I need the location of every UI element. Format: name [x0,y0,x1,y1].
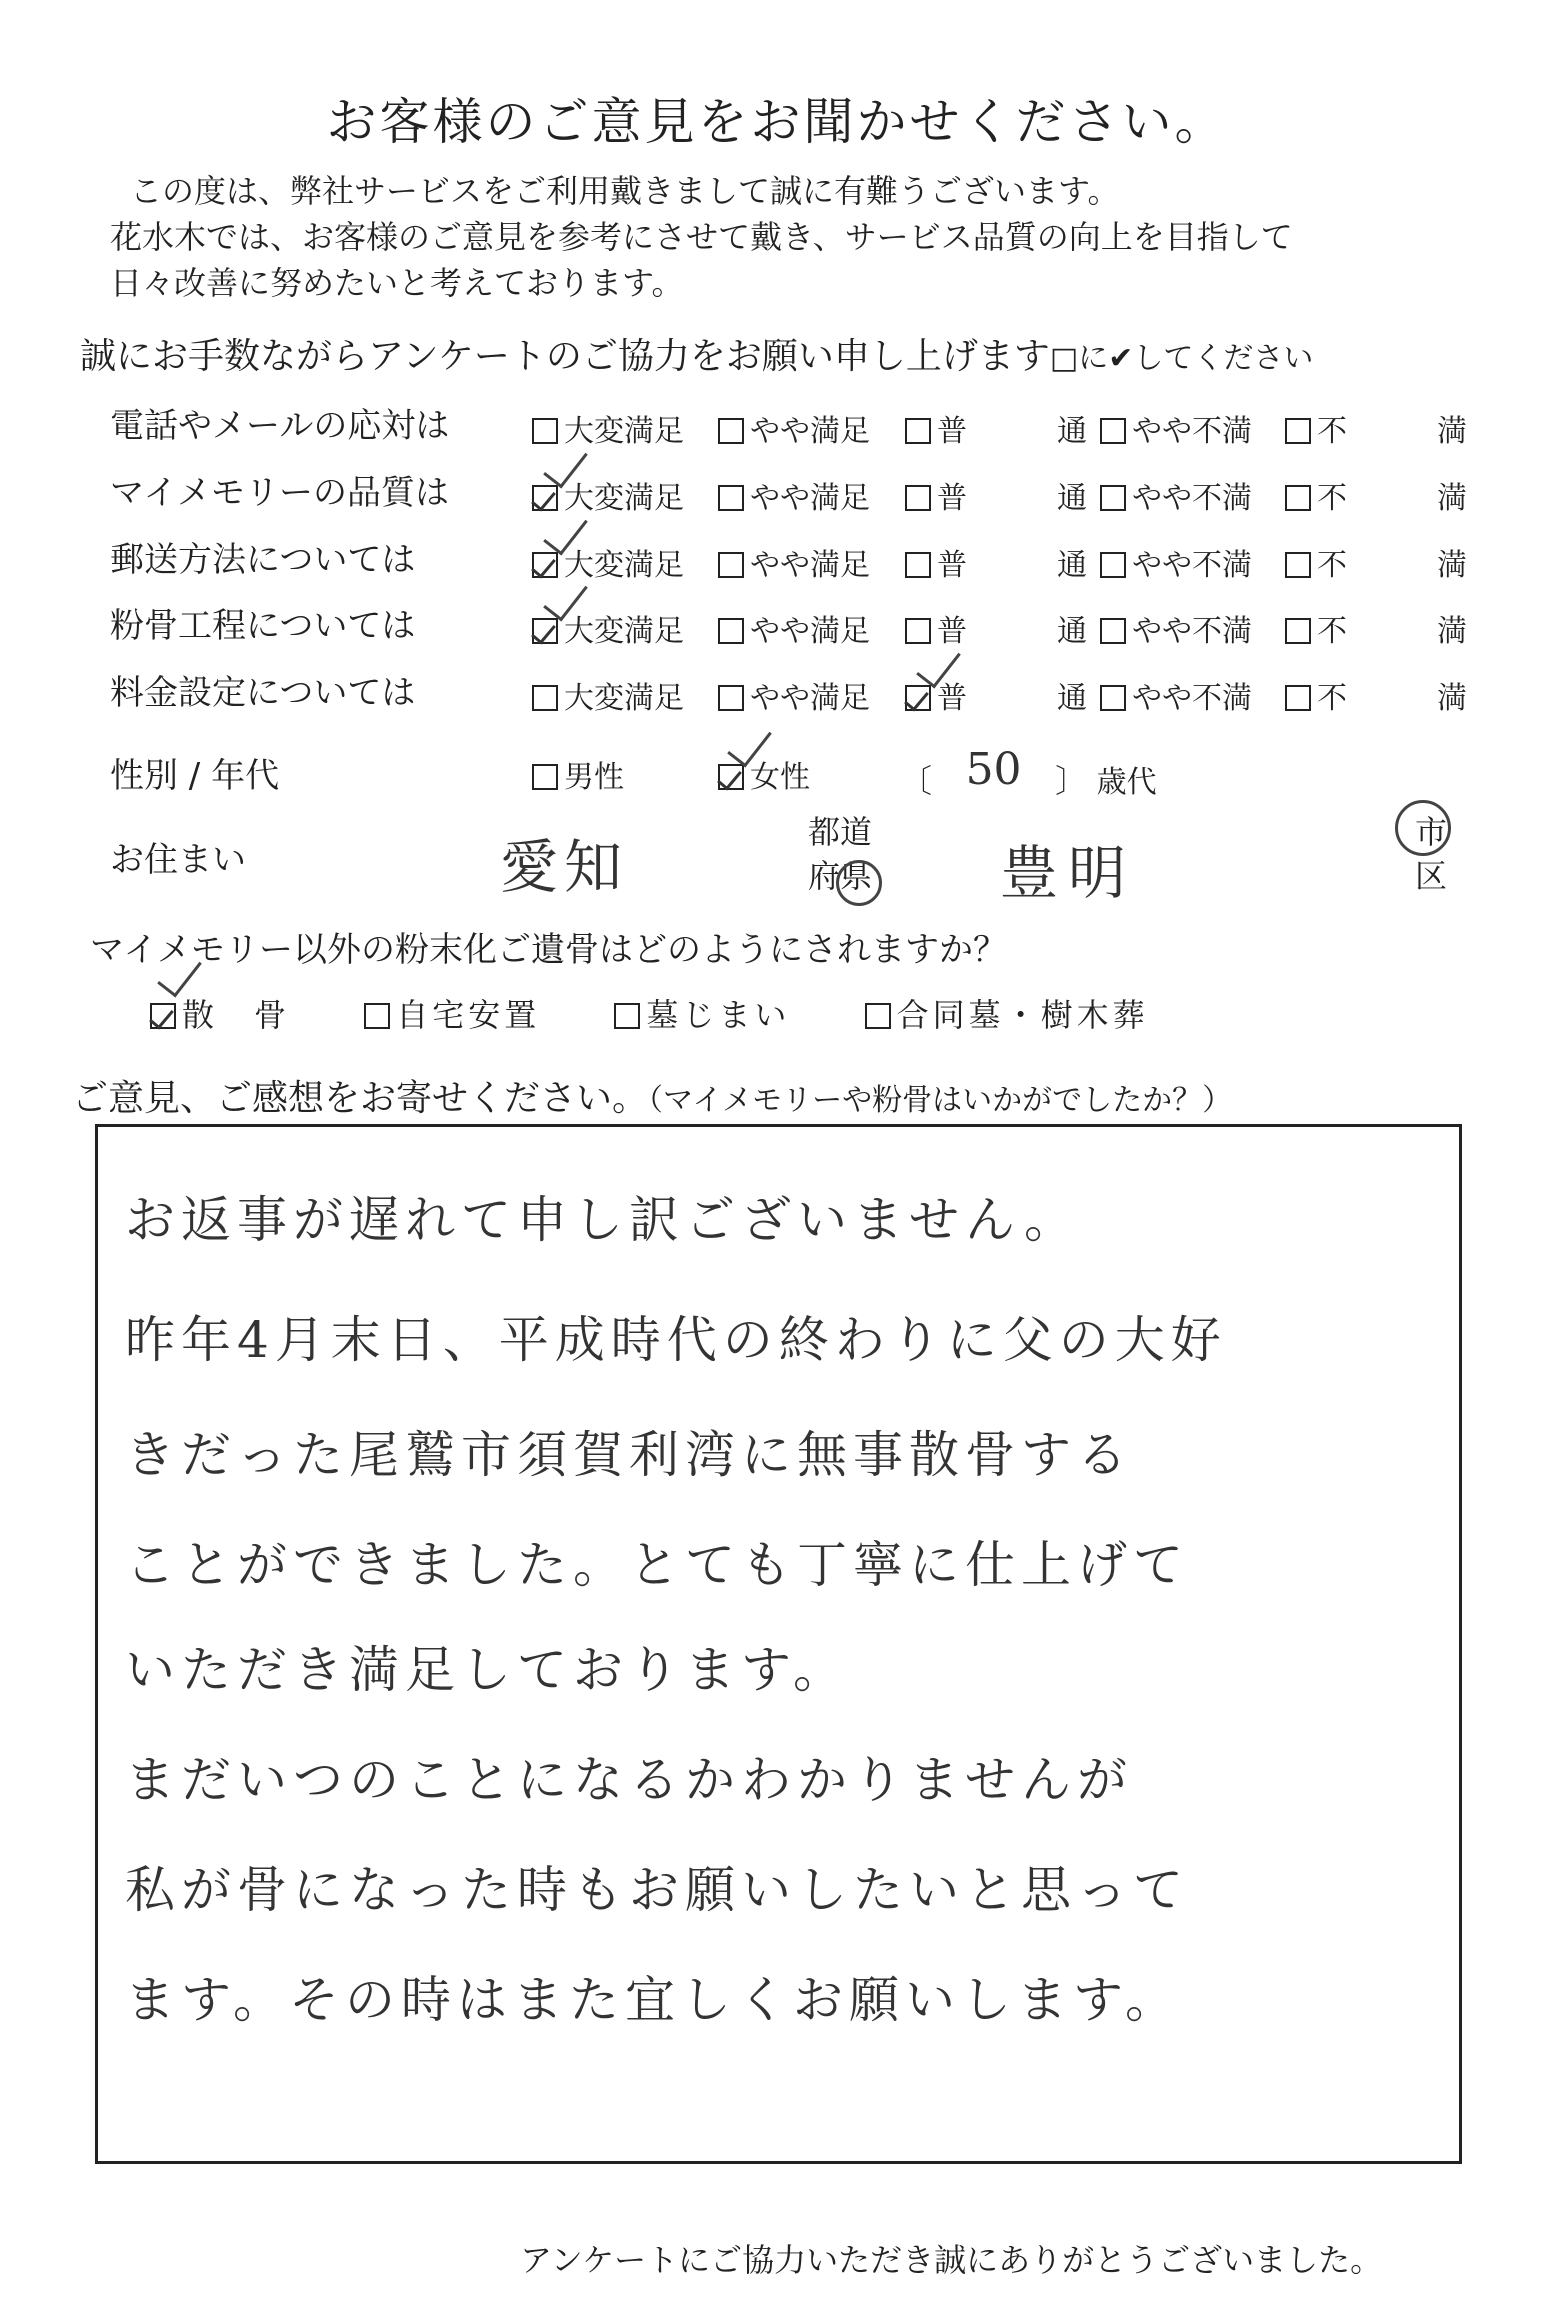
remains-scatter-checkbox[interactable] [150,1003,176,1029]
rating-checkbox[interactable] [905,485,931,511]
rating-option-label: やや不満 [1132,414,1252,449]
age-suffix: 歳代 [1096,765,1157,800]
city-label-bottom: 区 [1415,857,1448,895]
rating-option-label: 不 満 [1317,481,1467,516]
rating-checkbox[interactable] [718,418,744,444]
gender-female-label: 女性 [750,760,810,795]
gender-female-checkbox[interactable] [718,764,744,790]
city-circle-mark [1395,800,1451,856]
rating-checkbox[interactable] [1285,552,1311,578]
remains-communal-checkbox[interactable] [865,1003,891,1029]
rating-option[interactable] [1100,540,1252,584]
survey-request-text: 誠にお手数ながらアンケートのご協力をお願い申し上げます [80,336,1050,377]
rating-checkbox[interactable] [1100,552,1126,578]
comment-line: お返事が遅れて申し訳ございません。 [125,1191,1080,1249]
rating-checkbox[interactable] [1100,485,1126,511]
rating-option-label: やや不満 [1132,548,1252,583]
remains-grave-closing-label: 墓じまい [646,996,791,1034]
rating-option[interactable] [1100,606,1252,650]
remains-grave-closing-checkbox[interactable] [614,1003,640,1029]
intro-line-3: 日々改善に努めたいと考えております。 [110,264,684,302]
rating-option[interactable] [1285,606,1467,650]
question-label: 料金設定については [110,673,416,713]
rating-option-label: 大変満足 [564,481,684,516]
gender-male-label: 男性 [564,760,624,795]
rating-option-label: やや不満 [1132,481,1252,516]
rating-option[interactable] [532,406,684,450]
rating-checkbox[interactable] [1100,618,1126,644]
rating-option-label: 普 通 [937,414,1087,449]
remains-question: マイメモリー以外の粉末化ご遺骨はどのようにされますか？ [90,930,1007,970]
rating-option-label: やや不満 [1132,614,1252,649]
comment-line: いただき満足しております。 [125,1641,849,1699]
rating-checkbox[interactable] [532,418,558,444]
rating-option[interactable] [1285,406,1467,450]
rating-checkbox[interactable] [1100,418,1126,444]
rating-option[interactable] [1285,473,1467,517]
remains-home-label: 自宅安置 [396,996,541,1034]
prefecture-circle-mark [836,860,882,906]
rating-checkbox[interactable] [718,618,744,644]
rating-option[interactable] [905,606,1087,650]
rating-option-label: 大変満足 [564,414,684,449]
rating-option[interactable] [905,540,1087,584]
rating-checkbox[interactable] [718,552,744,578]
comment-heading-text: ご意見、ご感想をお寄せください。 [72,1078,649,1119]
age-field[interactable] [900,744,1157,803]
city-label-top: 市 [1415,813,1448,851]
rating-option[interactable] [718,673,870,717]
rating-option[interactable] [1285,673,1467,717]
rating-option-label: 不 満 [1317,681,1467,716]
rating-option-label: 大変満足 [564,614,684,649]
remains-option-home[interactable] [364,996,540,1034]
comment-line: ます。その時はまた宜しくお願いします。 [125,1971,1181,2029]
rating-option-label: 普 通 [937,614,1087,649]
rating-option[interactable] [1285,540,1467,584]
pref-label-top: 都道 [808,813,873,851]
remains-scatter-label: 散 骨 [182,996,291,1034]
comment-heading [72,1070,1232,1121]
question-label: 電話やメールの応対は [110,406,450,446]
prefecture-value[interactable]: 愛知 [500,833,629,901]
rating-checkbox[interactable] [532,685,558,711]
rating-option[interactable] [1100,673,1252,717]
rating-option[interactable] [718,540,870,584]
rating-checkbox[interactable] [1285,485,1311,511]
intro-line-2: 花水木では、お客様のご意見を参考にさせて戴き、サービス品質の向上を目指して [110,218,1293,256]
rating-option[interactable] [718,406,870,450]
rating-option-label: 大変満足 [564,681,684,716]
footer-thanks: アンケートにご協力いただき誠にありがとうございました。 [520,2241,1383,2279]
question-label: 粉骨工程については [110,606,416,646]
remains-communal-label: 合同墓・樹木葬 [896,996,1149,1034]
gender-male-checkbox[interactable] [532,764,558,790]
rating-option[interactable] [718,606,870,650]
rating-option-label: やや満足 [750,614,870,649]
question-label: 郵送方法については [110,540,416,580]
rating-option-label: やや満足 [750,548,870,583]
question-label: マイメモリーの品質は [110,473,449,513]
survey-request [80,328,1313,379]
survey-request-note: □に✔してください [1049,341,1314,376]
intro-line-1: この度は、弊社サービスをご利用戴きまして誠に有難うございます。 [130,172,1120,210]
rating-option[interactable] [1100,406,1252,450]
rating-option[interactable] [718,473,870,517]
rating-checkbox[interactable] [905,418,931,444]
rating-option-label: 不 満 [1317,548,1467,583]
rating-checkbox[interactable] [532,552,558,578]
remains-options [150,990,1209,1036]
rating-checkbox[interactable] [1285,685,1311,711]
rating-checkbox[interactable] [532,618,558,644]
rating-option[interactable] [532,673,684,717]
gender-age-label: 性別 / 年代 [110,756,280,796]
comment-heading-sub: （マイメモリーや粉骨はいかがでしたか？） [648,1083,1233,1118]
remains-option-grave-closing[interactable] [614,996,790,1034]
remains-home-checkbox[interactable] [364,1003,390,1029]
rating-option-label: 不 満 [1317,414,1467,449]
rating-option-label: やや満足 [750,681,870,716]
rating-option[interactable] [1100,473,1252,517]
rating-checkbox[interactable] [718,485,744,511]
remains-option-scatter[interactable] [150,996,290,1034]
comment-line: ことができました。とても丁寧に仕上げて [125,1536,1189,1594]
remains-option-communal[interactable] [865,996,1149,1034]
city-value[interactable]: 豊明 [1000,839,1137,907]
rating-option-label: やや満足 [750,481,870,516]
rating-option-label: 普 通 [937,548,1087,583]
age-bracket-open: 〔 [900,762,933,800]
rating-option-label: やや満足 [750,414,870,449]
gender-male-option[interactable] [532,752,624,796]
residence-label: お住まい [110,840,246,880]
rating-checkbox[interactable] [718,685,744,711]
rating-checkbox[interactable] [1285,418,1311,444]
rating-option[interactable] [905,473,1087,517]
comment-line: 昨年4月末日、平成時代の終わりに父の大好 [125,1311,1227,1369]
rating-checkbox[interactable] [1285,618,1311,644]
rating-checkbox[interactable] [905,685,931,711]
rating-option-label: 普 通 [937,481,1087,516]
rating-option-label: 不 満 [1317,614,1467,649]
comment-line: 私が骨になった時もお願いしたいと思って [125,1861,1189,1919]
page-title: お客様のご意見をお聞かせください。 [326,93,1228,151]
comment-line: まだいつのことになるかわかりませんが [125,1751,1133,1809]
rating-checkbox[interactable] [532,485,558,511]
rating-option-label: 大変満足 [564,548,684,583]
rating-option[interactable] [905,406,1087,450]
rating-option-label: 普 通 [937,681,1087,716]
rating-option-label: やや不満 [1132,681,1252,716]
pref-label-bottom: 府県 [808,857,873,895]
rating-checkbox[interactable] [905,552,931,578]
age-bracket-close: 〕 [1055,762,1088,800]
gender-female-option[interactable] [718,752,810,796]
rating-checkbox[interactable] [905,618,931,644]
rating-checkbox[interactable] [1100,685,1126,711]
age-value[interactable]: 50 [965,744,1022,795]
comment-line: きだった尾鷲市須賀利湾に無事散骨する [125,1426,1133,1484]
